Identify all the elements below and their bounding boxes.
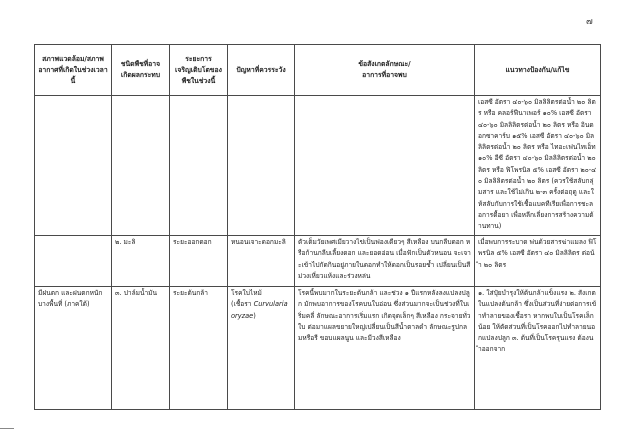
cell-crop: ๓. ปาล์มน้ำมัน bbox=[112, 287, 170, 410]
table-row bbox=[35, 236, 601, 287]
pathogen-prefix: (เชื้อรา bbox=[231, 300, 254, 309]
header-recommendation: แนวทางป้องกัน/แก้ไข bbox=[475, 45, 601, 96]
cell-environment bbox=[35, 236, 112, 287]
crop-pest-table bbox=[34, 44, 601, 410]
header-observation: ข้อสังเกตลักษณะ/ อาการที่อาจพบ bbox=[295, 45, 475, 96]
table-row bbox=[35, 96, 601, 236]
header-problem: ปัญหาที่ควรระวัง bbox=[228, 45, 295, 96]
header-crop: ชนิดพืชที่อาจ เกิดผลกระทบ bbox=[112, 45, 170, 96]
cell-recommendation: เอสซี อัตรา ๔๐-๖๐ มิลลิลิตรต่อน้ำ ๒๐ ลิตร หรือ คลอร์ฟีนาเพอร์ ๑๐% เอสซี อัตรา ๔๐-๖๐ มิลลิลิตรต่อน้ำ ๒๐ ลิตร หรือ อินดอกซาคาร์บ ๑๕% เอสซี อัตรา ๔๐-๖๐ มิลลิลิตรต่อน้ำ ๒๐ ลิตร หรือ ไทอะเฟนไทเอ็ท ๑๐% อีซี อัตรา ๔๐-๖๐ มิลลิลิตรต่อน้ำ ๒๐ ลิตร หรือ ฟิโพรนิล ๕% เอสซี อัตรา ๒๐-๔๐ มิลลิลิตรต่อน้ำ ๒๐ ลิตร (ควรใช้สลับกลุ่มสาร และใช้ไม่เกิน ๒-๓ ครั้งต่อฤดู และให้สลับกับการใช้เชื้อแบคทีเรียเพื่อการชะลอการดื้อยา เพื่อหลีกเลี่ยงการสร้างความต้านทาน) bbox=[475, 96, 601, 236]
margin-mark bbox=[0, 428, 14, 429]
cell-environment: มีฝนตก และฝนตกหนัก บางพื้นที่ (ภาคใต้) bbox=[35, 287, 112, 410]
header-environment: สภาพแวดล้อม/สภาพ อากาศที่เกิดในช่วงเวลานี้ bbox=[35, 45, 112, 96]
cell-observation bbox=[295, 96, 475, 236]
pathogen-suffix: ) bbox=[253, 311, 256, 320]
pathogen-name: Curvularia oryzae bbox=[231, 300, 288, 320]
cell-observation: โรคนี้พบมากในระยะต้นกล้า และช่วง ๑ ปีแรกหลังลงแปลงปลูก มักพบอาการของโรคบนใบอ่อน ซึ่งส่วนมากจะเป็นช่วงที่ใบเริ่มคลี่ ลักษณะอาการเริ่มแรก เกิดจุดเล็กๆ สีเหลือง กระจายทั่วใบ ต่อมาแผลขยายใหญ่เปลี่ยนเป็นสีน้ำตาลดำ ลักษณะรูปกลมหรือรี ขอบแผลนูน และมีวงสีเหลือง bbox=[295, 287, 475, 410]
cell-growth-stage: ระยะต้นกล้า bbox=[170, 287, 228, 410]
cell-growth-stage: ระยะออกดอก bbox=[170, 236, 228, 287]
cell-growth-stage bbox=[170, 96, 228, 236]
cell-problem: หนอนเจาะดอกมะลิ bbox=[228, 236, 295, 287]
cell-recommendation: เมื่อพบการระบาด พ่นด้วยสารฆ่าแมลง ฟิโพรนิล ๕% เอสซี อัตรา ๔๐ มิลลิลิตร ต่อน้ำ ๒๐ ลิตร bbox=[475, 236, 601, 287]
cell-environment bbox=[35, 96, 112, 236]
cell-problem bbox=[228, 287, 295, 410]
table-row bbox=[35, 287, 601, 410]
cell-crop: ๒. มะลิ bbox=[112, 236, 170, 287]
header-growth-stage: ระยะการ เจริญเติบโตของ พืชในช่วงนี้ bbox=[170, 45, 228, 96]
table-header-row bbox=[35, 45, 601, 96]
cell-crop bbox=[112, 96, 170, 236]
problem-main: โรคใบไหม้ bbox=[231, 289, 262, 297]
cell-problem bbox=[228, 96, 295, 236]
page-number: ๗ bbox=[586, 17, 593, 27]
cell-observation: ตัวเต็มวัยเพศเมียวางไข่เป็นฟองเดียวๆ สีเหลือง บนกลีบดอก หรือก้านกลีบเลี้ยงดอก และยอดอ่อน เมื่อฟักเป็นตัวหนอน จะเจาะเข้าไปกัดกินอยู่ภายในดอกทำให้ดอกเป็นรอยช้ำ เปลี่ยนเป็นสีม่วงเหี่ยวแห้งและร่วงหล่น bbox=[295, 236, 475, 287]
cell-recommendation: ๑. ใส่ปุ๋ยบำรุงให้ต้นกล้าแข็งแรง ๒. สังเกตในแปลงต้นกล้า ซึ่งเป็นส่วนที่ง่ายต่อการเข้าทำลายของเชื้อรา หากพบใบเป็นโรคเล็กน้อย ให้ตัดส่วนที่เป็นโรคออกไปทำลายนอกแปลงปลูก ๓. ต้นที่เป็นโรครุนแรง ต้องนำออกจาก bbox=[475, 287, 601, 410]
